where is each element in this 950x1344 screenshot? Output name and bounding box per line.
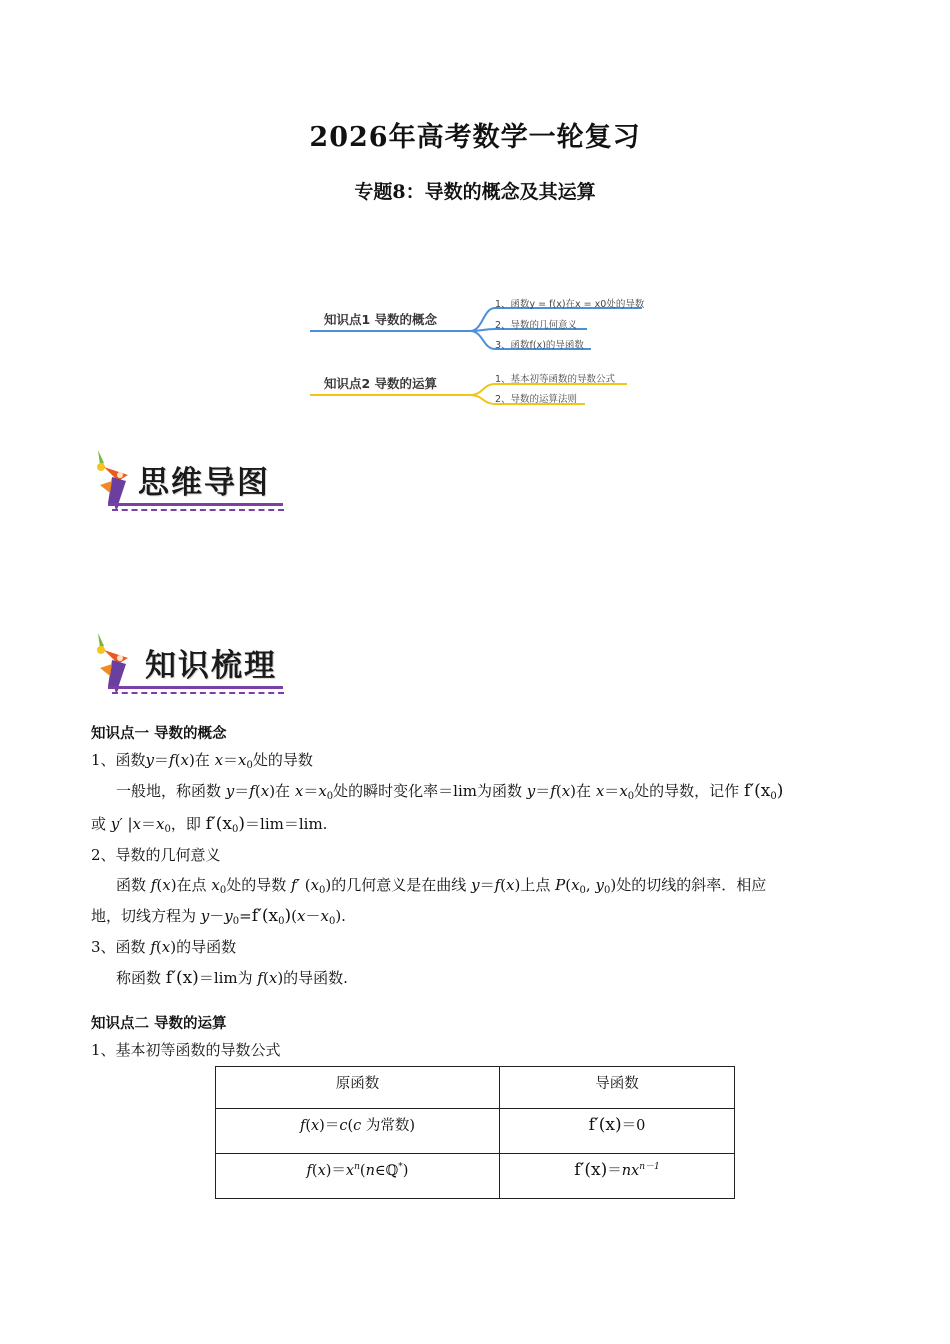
section1-item2-title: 2、导数的几何意义: [91, 846, 221, 864]
table-cell-original: f(x)＝c(c 为常数): [216, 1109, 500, 1154]
table-cell-derivative: $f'(x)=nx^{n-1}$: [500, 1154, 735, 1199]
mind-map: [305, 288, 650, 408]
section1-item1-title: 1、函数y＝f(x)在 $x=x_0$处的导数: [91, 751, 313, 771]
banner-underline: [108, 686, 283, 689]
mindmap-banner: [90, 445, 290, 540]
mindmap-kp2-leaf-2: 2、导数的运算法则: [495, 394, 578, 405]
knowledge-banner: [90, 628, 290, 723]
mindmap-kp2-leaf-1: 1、基本初等函数的导数公式: [495, 374, 616, 385]
section2-item1-title: 1、基本初等函数的导数公式: [91, 1041, 281, 1059]
mindmap-kp2-label: 知识点2 导数的运算: [324, 376, 438, 391]
table-header-derivative: 导函数: [500, 1067, 735, 1109]
section1-item2-body: 函数 f(x)在点 $x_0$处的导数 f′ $(x_0)$的几何意义是在曲线 y＝f(x)上点 $P(x_0$, $y_0$)处的切线的斜率．相应: [116, 876, 767, 896]
section1-item3-body: 称函数 f′(x)＝lim为 f(x)的导函数.: [116, 968, 348, 988]
section1-item3-title: 3、函数 f(x)的导函数: [91, 938, 237, 956]
table-header-original: 原函数: [216, 1067, 500, 1109]
section1-heading: 知识点一 导数的概念: [91, 726, 227, 742]
mindmap-banner-title: 思维导图: [138, 465, 270, 501]
section2-heading: 知识点二 导数的运算: [91, 1016, 227, 1032]
page-subtitle: 专题8：导数的概念及其运算: [354, 181, 596, 203]
mindmap-kp1-leaf-3: 3、函数f(x)的导函数: [495, 340, 584, 351]
knowledge-banner-title: 知识梳理: [145, 648, 277, 684]
banner-dashed-line: [112, 509, 284, 511]
section1-item2-body-line2: 地，切线方程为 $y-y_0=f'(x_0)(x-x_0)$.: [91, 906, 346, 927]
section1-item1-body-line2: 或 y′ $|x=x_0$，即 $f'(x_0)=\lim=\lim$.: [91, 814, 328, 835]
table-cell-original: $f(x)=x^n(n\in ℚ^*)$: [216, 1154, 500, 1199]
banner-dashed-line: [112, 692, 284, 694]
section1-item1-body: 一般地，称函数 y＝f(x)在 $x=x_0$处的瞬时变化率＝lim为函数 y＝f(x)在 $x=x_0$处的导数，记作 $f'(x_0)$: [116, 781, 784, 802]
mindmap-kp1-leaf-2: 2、导数的几何意义: [495, 320, 578, 331]
table-header-row: [216, 1067, 735, 1109]
banner-underline: [108, 503, 283, 506]
mindmap-kp1-leaf-1: 1、函数y = f(x)在x = x0处的导数: [495, 299, 645, 310]
table-cell-derivative: f′(x)＝0: [500, 1109, 735, 1154]
table-row: [216, 1109, 735, 1154]
table-row: [216, 1154, 735, 1199]
derivative-formula-table: [215, 1066, 735, 1199]
mindmap-kp1-label: 知识点1 导数的概念: [324, 312, 438, 327]
page-title: 2026年高考数学一轮复习: [309, 122, 641, 153]
